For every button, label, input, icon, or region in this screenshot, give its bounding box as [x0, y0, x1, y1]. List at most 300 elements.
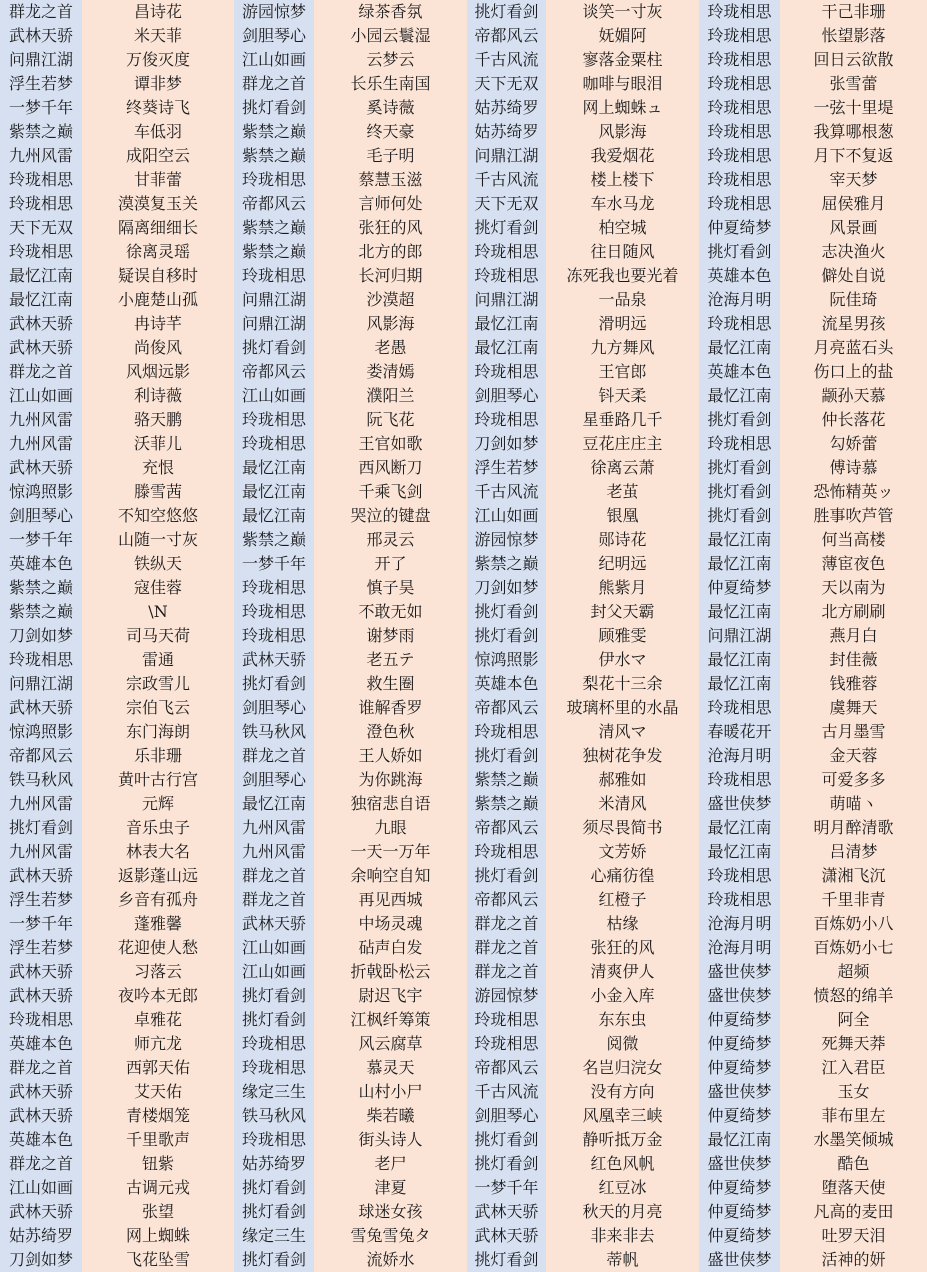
player-name-cell: 千里歌声 — [125, 1130, 190, 1149]
player-name-cell: 酷色 — [837, 1154, 870, 1173]
player-name-cell: 静听抵万金 — [582, 1130, 663, 1149]
server-name-cell: 挑灯看剑 — [474, 1154, 539, 1173]
player-name-cell: 蓬雅馨 — [133, 914, 182, 933]
server-name-cell: 剑胆琴心 — [241, 770, 306, 789]
server-name-cell: 玲珑相思 — [707, 866, 772, 885]
player-name-cell: 北方刷刷 — [821, 602, 886, 621]
player-name-cell: 津夏 — [374, 1178, 407, 1197]
server-name-cell: 挑灯看剑 — [474, 1130, 539, 1149]
server-name-cell: 英雄本色 — [707, 362, 772, 381]
server-name-cell: 英雄本色 — [474, 674, 539, 693]
player-name-cell: 澄色秋 — [366, 722, 415, 741]
server-name-cell: 玲珑相思 — [474, 266, 539, 285]
player-name-cell: 飞花坠雪 — [125, 1250, 190, 1269]
server-name-cell: 挑灯看剑 — [241, 674, 306, 693]
server-name-cell: 玲珑相思 — [474, 1010, 539, 1029]
player-name-cell: 楼上楼下 — [590, 170, 655, 189]
server-name-cell: 英雄本色 — [8, 1034, 73, 1053]
player-name-cell: 梨花十三余 — [582, 674, 663, 693]
player-name-cell: 可爱多多 — [821, 770, 886, 789]
server-name-cell: 江山如画 — [241, 50, 306, 69]
server-name-cell: 盛世侠梦 — [707, 1154, 772, 1173]
player-name-cell: 终天豪 — [366, 122, 415, 141]
server-name-cell: 群龙之首 — [8, 362, 73, 381]
server-name-cell: 武林天骄 — [8, 986, 73, 1005]
player-name-cell: 西郭天佑 — [125, 1058, 190, 1077]
player-name-cell: 夜吟本无郎 — [117, 986, 198, 1005]
player-name-cell: 百炼奶小八 — [813, 914, 894, 933]
player-name-cell: 吕清梦 — [829, 842, 878, 861]
server-name-cell: 挑灯看剑 — [241, 98, 306, 117]
player-name-cell: 张雪蕾 — [829, 74, 878, 93]
player-name-cell: 老茧 — [606, 482, 639, 501]
player-name-cell: 奚诗薇 — [366, 98, 415, 117]
player-name-cell: 古月墨雪 — [821, 722, 886, 741]
server-name-cell: 最忆江南 — [707, 530, 772, 549]
server-name-cell: 仲夏绮梦 — [707, 578, 772, 597]
server-name-cell: 玲珑相思 — [474, 842, 539, 861]
server-name-cell: 江山如画 — [474, 506, 539, 525]
player-name-cell: 蒂帆 — [606, 1250, 639, 1269]
player-name-cell: 冻死我也要光着 — [566, 266, 679, 285]
server-name-cell: 沧海月明 — [707, 914, 772, 933]
server-name-cell: 玲珑相思 — [241, 410, 306, 429]
player-name-cell: 卓雅花 — [133, 1010, 182, 1029]
player-name-cell: 颛孙天慕 — [821, 386, 886, 405]
server-name-cell: 一梦千年 — [8, 98, 73, 117]
player-name-cell: 尉迟飞宇 — [358, 986, 423, 1005]
player-name-cell: 红橙子 — [598, 890, 647, 909]
server-name-cell: 江山如画 — [241, 962, 306, 981]
player-name-cell: 金天蓉 — [829, 746, 878, 765]
server-name-cell: 紫禁之巅 — [241, 146, 306, 165]
server-name-cell: 武林天骄 — [8, 866, 73, 885]
player-name-cell: 冉诗芊 — [133, 314, 182, 333]
player-name-cell: 砧声白发 — [358, 938, 423, 957]
server-name-cell: 玲珑相思 — [241, 578, 306, 597]
server-name-cell: 浮生若梦 — [474, 458, 539, 477]
server-name-cell: 沧海月明 — [707, 290, 772, 309]
server-name-cell: 武林天骄 — [8, 1082, 73, 1101]
player-name-cell: 寥落金粟柱 — [582, 50, 663, 69]
server-name-cell: 玲珑相思 — [707, 698, 772, 717]
server-name-cell: 挑灯看剑 — [707, 410, 772, 429]
player-name-cell: 乐非珊 — [133, 746, 182, 765]
server-name-cell: 问鼎江湖 — [241, 314, 306, 333]
player-name-cell: 阮飞花 — [366, 410, 415, 429]
player-name-cell: 风云腐草 — [358, 1034, 423, 1053]
server-name-cell: 武林天骄 — [8, 1202, 73, 1221]
server-name-cell: 千古风流 — [474, 482, 539, 501]
server-name-cell: 最忆江南 — [241, 794, 306, 813]
server-name-cell: 挑灯看剑 — [241, 1010, 306, 1029]
server-name-cell: 玲珑相思 — [474, 242, 539, 261]
player-name-cell: 疑误自移时 — [117, 266, 198, 285]
server-name-cell: 紫禁之巅 — [241, 242, 306, 261]
player-name-cell: 球迷女孩 — [358, 1202, 423, 1221]
player-name-cell: 乡音有孤舟 — [117, 890, 198, 909]
server-name-cell: 挑灯看剑 — [241, 1250, 306, 1269]
server-name-cell: 挑灯看剑 — [8, 818, 73, 837]
player-name-cell: 小鹿楚山孤 — [117, 290, 198, 309]
server-name-cell: 天下无双 — [474, 194, 539, 213]
server-name-cell: 玲珑相思 — [707, 2, 772, 21]
server-name-cell: 春暖花开 — [707, 722, 772, 741]
server-name-cell: 英雄本色 — [8, 1130, 73, 1149]
player-name-cell: 怅望影落 — [821, 26, 886, 45]
server-name-cell: 仲夏绮梦 — [707, 1106, 772, 1125]
player-name-cell: 沃菲儿 — [133, 434, 182, 453]
player-name-cell: 网上蜘蛛ュ — [582, 98, 663, 117]
player-name-cell: 红色风帆 — [590, 1154, 655, 1173]
server-name-cell: 玲珑相思 — [241, 626, 306, 645]
player-name-cell: 枯缘 — [606, 914, 639, 933]
server-name-cell: 天下无双 — [474, 74, 539, 93]
player-name-cell: 折戟卧松云 — [350, 962, 431, 981]
server-name-cell: 惊鸿照影 — [474, 650, 539, 669]
server-name-cell: 玲珑相思 — [707, 314, 772, 333]
server-name-cell: 挑灯看剑 — [241, 986, 306, 1005]
player-name-cell: 习落云 — [133, 962, 182, 981]
server-name-cell: 仲夏绮梦 — [707, 218, 772, 237]
server-name-cell: 盛世侠梦 — [707, 986, 772, 1005]
server-name-cell: 江山如画 — [8, 386, 73, 405]
server-name-cell: 玲珑相思 — [707, 74, 772, 93]
server-name-cell: 九州风雷 — [8, 146, 73, 165]
column-7 — [699, 0, 780, 1272]
player-name-cell: 凡高的麦田 — [813, 1202, 894, 1221]
server-name-cell: 盛世侠梦 — [707, 1082, 772, 1101]
server-name-cell: 铁马秋风 — [241, 722, 306, 741]
player-name-cell: 潇湘飞沉 — [821, 866, 886, 885]
player-name-cell: 风影海 — [366, 314, 415, 333]
server-name-cell: 玲珑相思 — [707, 26, 772, 45]
player-name-cell: 西风断刀 — [358, 458, 423, 477]
server-name-cell: 紫禁之巅 — [8, 602, 73, 621]
server-name-cell: 最忆江南 — [707, 674, 772, 693]
player-name-cell: 没有方向 — [590, 1082, 655, 1101]
player-name-cell: 阮佳琦 — [829, 290, 878, 309]
player-name-cell: 郝雅如 — [598, 770, 647, 789]
server-name-cell: 九州风雷 — [8, 842, 73, 861]
server-name-cell: 武林天骄 — [8, 698, 73, 717]
server-name-cell: 紫禁之巅 — [8, 578, 73, 597]
server-name-cell: 一梦千年 — [241, 554, 306, 573]
server-name-cell: 问鼎江湖 — [241, 290, 306, 309]
player-name-cell: 甘菲蕾 — [133, 170, 182, 189]
server-name-cell: 最忆江南 — [707, 842, 772, 861]
server-name-cell: 玲珑相思 — [241, 266, 306, 285]
server-name-cell: 姑苏绮罗 — [8, 1226, 73, 1245]
server-name-cell: 一梦千年 — [8, 914, 73, 933]
player-name-cell: 王人娇如 — [358, 746, 423, 765]
player-name-cell: 熊紫月 — [598, 578, 647, 597]
server-name-cell: 浮生若梦 — [8, 74, 73, 93]
server-name-cell: 刀剑如梦 — [474, 578, 539, 597]
player-name-cell: 顾雅雯 — [598, 626, 647, 645]
server-name-cell: 玲珑相思 — [8, 1010, 73, 1029]
server-name-cell: 刀剑如梦 — [8, 626, 73, 645]
server-name-cell: 最忆江南 — [707, 1130, 772, 1149]
player-name-cell: 吐罗天泪 — [821, 1226, 886, 1245]
player-name-cell: 志决渔火 — [821, 242, 886, 261]
server-name-cell: 刀剑如梦 — [474, 434, 539, 453]
player-name-cell: 慕灵天 — [366, 1058, 415, 1077]
server-name-cell: 最忆江南 — [707, 338, 772, 357]
player-name-cell: 干己非珊 — [821, 2, 886, 21]
player-name-cell: 文芳娇 — [598, 842, 647, 861]
player-name-cell: 一天一万年 — [350, 842, 431, 861]
server-name-cell: 最忆江南 — [707, 650, 772, 669]
server-name-cell: 问鼎江湖 — [474, 146, 539, 165]
server-name-cell: 群龙之首 — [241, 866, 306, 885]
player-name-cell: 古调元戎 — [125, 1178, 190, 1197]
server-name-cell: 挑灯看剑 — [474, 1250, 539, 1269]
player-name-cell: 为你跳海 — [358, 770, 423, 789]
column-5 — [467, 0, 546, 1272]
server-name-cell: 紫禁之巅 — [8, 122, 73, 141]
player-name-cell: 阿全 — [837, 1010, 870, 1029]
server-name-cell: 帝都风云 — [474, 698, 539, 717]
server-name-cell: 帝都风云 — [241, 194, 306, 213]
player-name-cell: 云梦云 — [366, 50, 415, 69]
player-name-cell: 返影蓬山远 — [117, 866, 198, 885]
player-name-cell: 骆天鹏 — [133, 410, 182, 429]
server-name-cell: 天下无双 — [8, 218, 73, 237]
server-name-cell: 群龙之首 — [241, 74, 306, 93]
server-name-cell: 挑灯看剑 — [707, 482, 772, 501]
server-name-cell: 千古风流 — [474, 50, 539, 69]
player-name-cell: 网上蜘蛛 — [125, 1226, 190, 1245]
server-name-cell: 群龙之首 — [474, 962, 539, 981]
player-name-cell: 江枫纤筹策 — [350, 1010, 431, 1029]
player-name-cell: 尚俊风 — [133, 338, 182, 357]
player-name-cell: 万俊灭度 — [125, 50, 190, 69]
player-name-cell: 风凰幸三峡 — [582, 1106, 663, 1125]
server-name-cell: 问鼎江湖 — [8, 674, 73, 693]
player-name-cell: 长乐生南国 — [350, 74, 431, 93]
player-name-cell: 江入君臣 — [821, 1058, 886, 1077]
player-name-cell: 菲布里左 — [821, 1106, 886, 1125]
player-name-cell: 堕落天使 — [821, 1178, 886, 1197]
server-name-cell: 玲珑相思 — [707, 890, 772, 909]
server-name-cell: 玲珑相思 — [474, 410, 539, 429]
server-name-cell: 紫禁之巅 — [474, 770, 539, 789]
player-name-cell: 我算哪根葱 — [813, 122, 894, 141]
server-name-cell: 最忆江南 — [241, 458, 306, 477]
server-name-cell: 武林天骄 — [474, 1202, 539, 1221]
server-name-cell: 紫禁之巅 — [241, 122, 306, 141]
server-name-cell: 九州风雷 — [8, 410, 73, 429]
player-name-cell: 非来非去 — [590, 1226, 655, 1245]
player-name-cell: 花迎使人愁 — [117, 938, 198, 957]
player-name-cell: 千里非青 — [821, 890, 886, 909]
server-name-cell: 最忆江南 — [8, 290, 73, 309]
player-name-cell: 风影海 — [598, 122, 647, 141]
server-name-cell: 最忆江南 — [241, 506, 306, 525]
server-name-cell: 英雄本色 — [8, 554, 73, 573]
server-name-cell: 问鼎江湖 — [707, 626, 772, 645]
player-name-cell: 言师何处 — [358, 194, 423, 213]
server-name-cell: 千古风流 — [474, 1082, 539, 1101]
server-name-cell: 玲珑相思 — [241, 602, 306, 621]
player-name-cell: 郧诗花 — [598, 530, 647, 549]
server-name-cell: 最忆江南 — [707, 386, 772, 405]
player-name-cell: 开了 — [374, 554, 407, 573]
player-name-cell: 傅诗慕 — [829, 458, 878, 477]
server-name-cell: 刀剑如梦 — [8, 1250, 73, 1269]
player-name-cell: 我爱烟花 — [590, 146, 655, 165]
player-name-cell: 风景画 — [829, 218, 878, 237]
server-name-cell: 姑苏绮罗 — [241, 1154, 306, 1173]
player-name-cell: 宰天梦 — [829, 170, 878, 189]
player-name-cell: 师亢龙 — [133, 1034, 182, 1053]
server-name-cell: 帝都风云 — [241, 362, 306, 381]
player-name-cell: 再见西城 — [358, 890, 423, 909]
player-name-cell: 一弦十里堤 — [813, 98, 894, 117]
player-name-cell: 老五テ — [366, 650, 415, 669]
player-name-cell: 老愚 — [374, 338, 407, 357]
player-name-cell: 天以南为 — [821, 578, 886, 597]
server-name-cell: 玲珑相思 — [474, 722, 539, 741]
player-name-cell: 心痛彷徨 — [590, 866, 655, 885]
server-name-cell: 玲珑相思 — [241, 170, 306, 189]
server-name-cell: 帝都风云 — [8, 746, 73, 765]
server-name-cell: 最忆江南 — [707, 818, 772, 837]
player-name-cell: 仲长落花 — [821, 410, 886, 429]
column-1 — [0, 0, 82, 1272]
player-name-cell: 萌喵ヽ — [829, 794, 878, 813]
player-name-cell: 回日云欲散 — [813, 50, 894, 69]
player-name-cell: 伊水マ — [598, 650, 647, 669]
player-name-cell: 宗伯飞云 — [125, 698, 190, 717]
player-name-cell: 谢梦雨 — [366, 626, 415, 645]
server-name-cell: 玲珑相思 — [707, 50, 772, 69]
server-name-cell: 玲珑相思 — [241, 1034, 306, 1053]
player-name-cell: 清风マ — [598, 722, 647, 741]
server-name-cell: 剑胆琴心 — [474, 1106, 539, 1125]
server-name-cell: 挑灯看剑 — [474, 866, 539, 885]
server-name-cell: 缘定三生 — [241, 1226, 306, 1245]
player-name-cell: 绿茶香氛 — [358, 2, 423, 21]
player-name-cell: 张望 — [141, 1202, 174, 1221]
player-name-cell: 邢灵云 — [366, 530, 415, 549]
player-name-cell: 终葵诗飞 — [125, 98, 190, 117]
server-name-cell: 游园惊梦 — [474, 530, 539, 549]
player-name-cell: 一品泉 — [598, 290, 647, 309]
server-name-cell: 千古风流 — [474, 170, 539, 189]
player-name-cell: 车水马龙 — [590, 194, 655, 213]
player-name-cell: 九方舞风 — [590, 338, 655, 357]
player-name-cell: 银凰 — [606, 506, 639, 525]
player-name-cell: 僻处自说 — [821, 266, 886, 285]
player-name-cell: 米清风 — [598, 794, 647, 813]
server-name-cell: 江山如画 — [241, 386, 306, 405]
player-name-cell: 愤怒的绵羊 — [813, 986, 894, 1005]
server-name-cell: 挑灯看剑 — [474, 602, 539, 621]
player-name-cell: 山村小尸 — [358, 1082, 423, 1101]
player-name-cell: 滕雪茜 — [133, 482, 182, 501]
server-name-cell: 挑灯看剑 — [474, 2, 539, 21]
player-name-cell: 张狂的风 — [590, 938, 655, 957]
player-name-cell: 沙漠超 — [366, 290, 415, 309]
player-name-cell: 死舞天莽 — [821, 1034, 886, 1053]
server-name-cell: 挑灯看剑 — [707, 506, 772, 525]
server-name-cell: 帝都风云 — [474, 26, 539, 45]
player-name-cell: 月下不复返 — [813, 146, 894, 165]
server-name-cell: 剑胆琴心 — [8, 506, 73, 525]
server-name-cell: 问鼎江湖 — [474, 290, 539, 309]
server-name-cell: 武林天骄 — [8, 962, 73, 981]
player-name-cell: 屈侯雅月 — [821, 194, 886, 213]
server-name-cell: 盛世侠梦 — [707, 1250, 772, 1269]
server-name-cell: 沧海月明 — [707, 938, 772, 957]
player-name-cell: 音乐虫子 — [125, 818, 190, 837]
server-name-cell: 惊鸿照影 — [8, 722, 73, 741]
server-name-cell: 九州风雷 — [241, 842, 306, 861]
player-name-cell: 寇佳蓉 — [133, 578, 182, 597]
player-name-cell: 何当高楼 — [821, 530, 886, 549]
server-name-cell: 玲珑相思 — [474, 1034, 539, 1053]
server-name-cell: 仲夏绮梦 — [707, 1058, 772, 1077]
player-name-cell: 须尽畏简书 — [582, 818, 663, 837]
server-name-cell: 最忆江南 — [474, 338, 539, 357]
player-name-cell: 封佳薇 — [829, 650, 878, 669]
server-name-cell: 玲珑相思 — [474, 362, 539, 381]
player-name-cell: 救生圈 — [366, 674, 415, 693]
player-name-cell: 往日随风 — [590, 242, 655, 261]
player-name-cell: 东东虫 — [598, 1010, 647, 1029]
server-name-cell: 群龙之首 — [8, 1058, 73, 1077]
player-name-cell: 钮紫 — [141, 1154, 174, 1173]
player-name-cell: 不知空悠悠 — [117, 506, 198, 525]
server-name-cell: 游园惊梦 — [474, 986, 539, 1005]
player-name-cell: 星垂路几千 — [582, 410, 663, 429]
server-name-cell: 玲珑相思 — [241, 1130, 306, 1149]
server-name-cell: 铁马秋风 — [8, 770, 73, 789]
server-name-cell: 群龙之首 — [474, 914, 539, 933]
server-name-cell: 江山如画 — [8, 1178, 73, 1197]
player-name-cell: 漠漠复玉关 — [117, 194, 198, 213]
player-name-cell: 柏空城 — [598, 218, 647, 237]
server-name-cell: 盛世侠梦 — [707, 794, 772, 813]
player-name-cell: 纪明远 — [598, 554, 647, 573]
server-name-cell: 一梦千年 — [8, 530, 73, 549]
server-name-cell: 仲夏绮梦 — [707, 1202, 772, 1221]
player-name-cell: 谈笑一寸灰 — [582, 2, 663, 21]
server-name-cell: 群龙之首 — [241, 746, 306, 765]
player-name-cell: 利诗薇 — [133, 386, 182, 405]
player-name-cell: 街头诗人 — [358, 1130, 423, 1149]
server-name-cell: 玲珑相思 — [241, 434, 306, 453]
player-name-cell: 风烟远影 — [125, 362, 190, 381]
server-name-cell: 挑灯看剑 — [241, 1202, 306, 1221]
server-name-cell: 帝都风云 — [474, 890, 539, 909]
player-name-cell: 月亮蓝石头 — [813, 338, 894, 357]
server-name-cell: 玲珑相思 — [707, 770, 772, 789]
server-name-cell: 英雄本色 — [707, 266, 772, 285]
player-name-cell: 钭天柔 — [598, 386, 647, 405]
player-name-cell: 燕月白 — [829, 626, 878, 645]
server-name-cell: 群龙之首 — [474, 938, 539, 957]
server-name-cell: 挑灯看剑 — [707, 242, 772, 261]
server-name-cell: 挑灯看剑 — [241, 338, 306, 357]
player-name-cell: 超频 — [837, 962, 870, 981]
server-name-cell: 惊鸿照影 — [8, 482, 73, 501]
column-4 — [314, 0, 467, 1272]
server-name-cell: 帝都风云 — [474, 1058, 539, 1077]
server-name-cell: 武林天骄 — [8, 338, 73, 357]
